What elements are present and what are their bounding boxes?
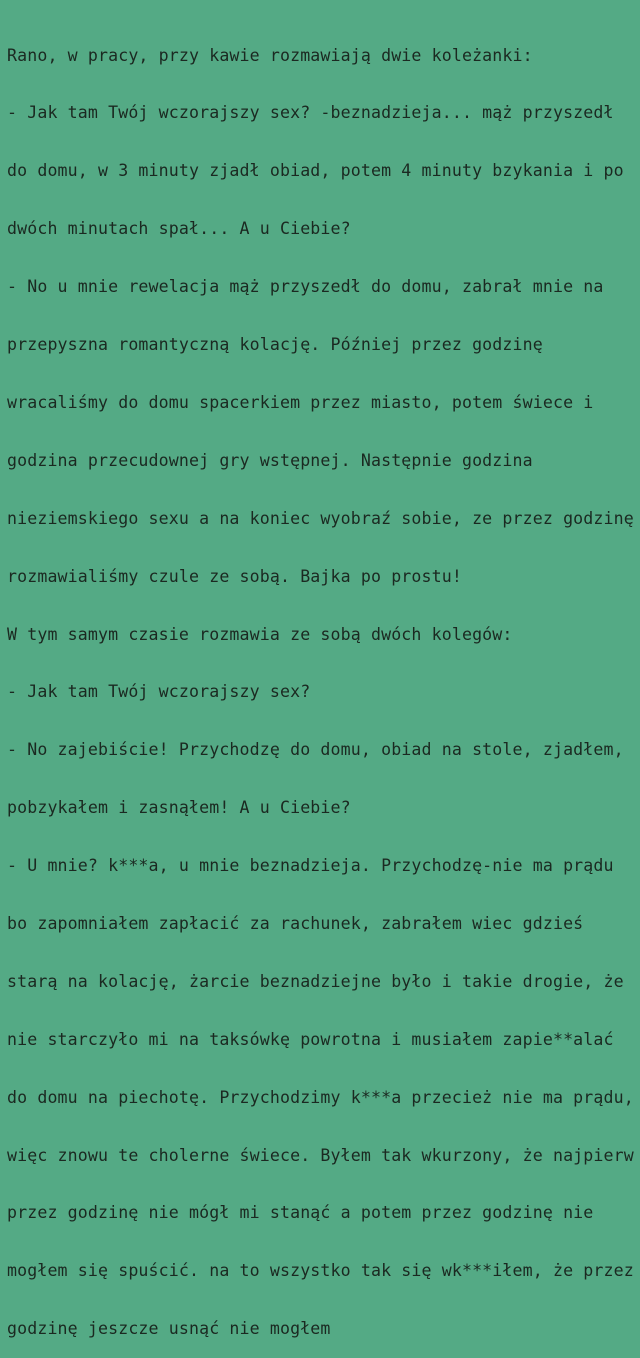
text-line: mogłem się spuścić. na to wszystko tak się wk***iłem, że przez [7, 1261, 634, 1281]
text-line: pobzykałem i zasnąłem! A u Ciebie? [7, 798, 351, 818]
text-line: rozmawialiśmy czule ze sobą. Bajka po prostu! [7, 566, 462, 586]
text-line: - Jak tam Twój wczorajszy sex? [7, 682, 311, 702]
text-line: - Jak tam Twój wczorajszy sex? -beznadzieja... mąż przyszedł [7, 103, 614, 123]
text-line: przez godzinę nie mógł mi stanąć a potem przez godzinę nie [7, 1203, 594, 1223]
text-line: starą na kolację, żarcie beznadziejne było i takie drogie, że [7, 971, 624, 991]
text-line: przepyszna romantyczną kolację. Później przez godzinę [7, 335, 543, 355]
text-line: nieziemskiego sexu a na koniec wyobraź sobie, ze przez godzinę [7, 508, 634, 528]
text-line: godzina przecudownej gry wstępnej. Następnie godzina [7, 450, 533, 470]
text-line: więc znowu te cholerne świece. Byłem tak wkurzony, że najpierw [7, 1145, 634, 1165]
text-line: do domu na piechotę. Przychodzimy k***a przecież nie ma prądu, [7, 1087, 634, 1107]
text-line: - No zajebiście! Przychodzę do domu, obiad na stole, zjadłem, [7, 740, 624, 760]
text-line: Rano, w pracy, przy kawie rozmawiają dwie koleżanki: [7, 45, 533, 65]
text-line: dwóch minutach spał... A u Ciebie? [7, 219, 351, 239]
text-line: do domu, w 3 minuty zjadł obiad, potem 4 minuty bzykania i po [7, 161, 624, 181]
text-line: W tym samym czasie rozmawia ze sobą dwóch kolegów: [7, 624, 513, 644]
text-line: wracaliśmy do domu spacerkiem przez miasto, potem świece i [7, 392, 594, 412]
text-line: bo zapomniałem zapłacić za rachunek, zabrałem wiec gdzieś [7, 913, 584, 933]
text-line: godzinę jeszcze usnąć nie mogłem [7, 1319, 331, 1339]
text-line: - U mnie? k***a, u mnie beznadzieja. Przychodzę-nie ma prądu [7, 856, 614, 876]
text-line: nie starczyło mi na taksówkę powrotna i musiałem zapie**alać [7, 1029, 614, 1049]
text-line: - No u mnie rewelacja mąż przyszedł do domu, zabrał mnie na [7, 277, 604, 297]
